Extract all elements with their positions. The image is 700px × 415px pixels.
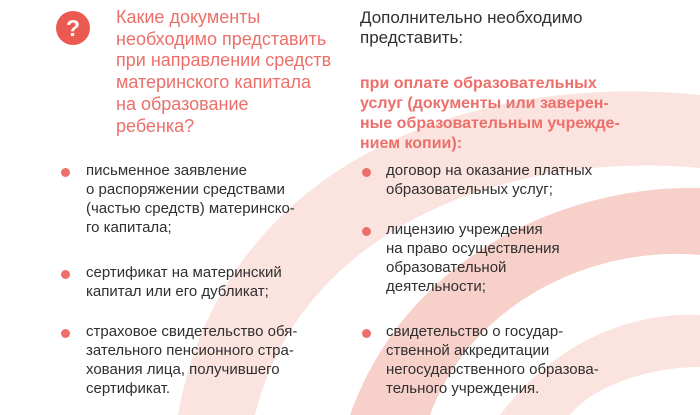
required-document-item: сертификат на материнский капитал или его дубликат; (86, 264, 282, 300)
additional-documents-intro: Дополнительно необходимо представить: (360, 8, 583, 47)
section-question: Какие документы необходимо представить при направлении средств материнского капитала на образование ребенка? (116, 7, 332, 136)
bullet-icon (61, 168, 70, 177)
bullet-icon (61, 270, 70, 279)
bullet-icon (362, 227, 371, 236)
additional-document-item: лицензию учреждения на право осуществления образовательной деятельности; (386, 221, 560, 295)
question-mark-icon: ? (56, 11, 90, 45)
bullet-icon (61, 329, 70, 338)
required-document-item: письменное заявление о распоряжении средствами (частью средств) материнско- го капитала; (86, 162, 295, 236)
bullet-icon (362, 329, 371, 338)
additional-document-item: договор на оказание платных образовательных услуг; (386, 162, 593, 198)
required-document-item: страховое свидетельство обя- зательного пенсионного стра- хования лица, получившего сертификат. (86, 323, 298, 397)
education-payment-heading: при оплате образовательных услуг (документы или заверен- ные образовательным учрежде- нием копии): (360, 75, 620, 152)
bullet-icon (362, 168, 371, 177)
additional-document-item: свидетельство о государ- ственной аккредитации негосударственного образова- тельного учреждения. (386, 323, 599, 397)
